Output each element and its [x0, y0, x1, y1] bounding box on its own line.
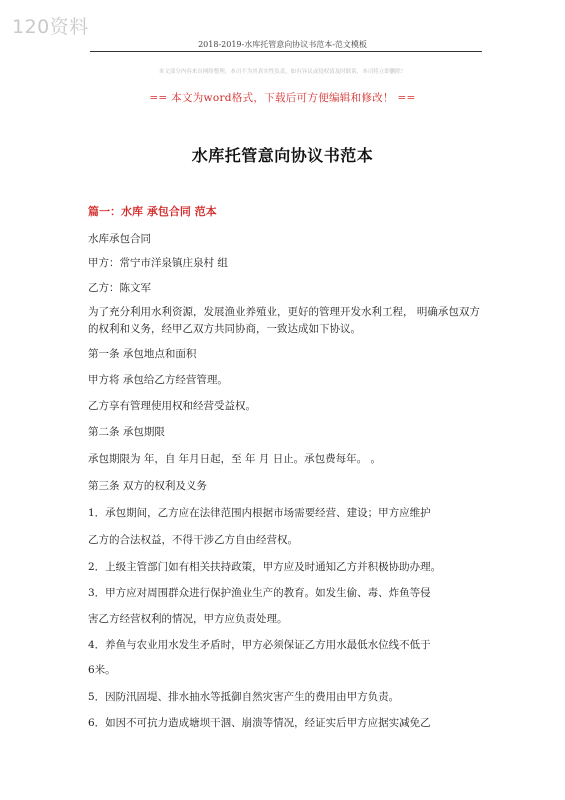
- paragraph: 甲方将 承包给乙方经营管理。: [88, 374, 228, 386]
- section-heading: 篇一：水库 承包合同 范本: [88, 205, 217, 218]
- paragraph: 2．上级主管部门如有相关扶持政策，甲方应及时通知乙方并积极协助办理。: [88, 561, 442, 573]
- document-title: 水库托管意向协议书范本: [191, 146, 374, 165]
- paragraph: 甲方：常宁市洋泉镇庄泉村 组: [88, 257, 228, 269]
- paragraph: 1．承包期间，乙方应在法律范围内根据市场需要经营、建设；甲方应维护: [88, 507, 431, 519]
- paragraph: 害乙方经营权利的情况，甲方应负责处理。: [88, 613, 288, 625]
- paragraph: 乙方享有管理使用权和经营受益权。: [88, 400, 256, 412]
- page-header: 2018-2019-水库托管意向协议书范本-范文模板: [198, 40, 367, 49]
- paragraph: 3．甲方应对周围群众进行保护渔业生产的教育。如发生偷、毒、炸鱼等侵: [88, 587, 431, 599]
- paragraph: 第三条 双方的权利及义务: [88, 480, 207, 492]
- paragraph: 第二条 承包期限: [88, 426, 165, 438]
- paragraph: 4．养鱼与农业用水发生矛盾时，甲方必须保证乙方用水最低水位线不低于: [88, 639, 431, 651]
- paragraph: 承包期限为 年，自 年月日起，至 年 月 日止。承包费每年。 。: [88, 453, 382, 465]
- paragraph: 乙方：陈文军: [88, 282, 151, 294]
- paragraph: 水库承包合同: [88, 233, 151, 245]
- paragraph: 第一条 承包地点和面积: [88, 348, 197, 360]
- paragraph: 为了充分利用水利资源，发展渔业养殖业，更好的管理开发水利工程， 明确承包双方的权利和义务，经甲乙双方共同协商，一致达成如下协议。: [88, 306, 480, 335]
- disclaimer-text: 本文部分内容来自网络整理，本司不为其真实性负责，如有异议或侵权请及时联系，本司将立即删除！: [158, 69, 407, 75]
- format-notice: == 本文为word格式，下载后可方便编辑和修改！ ==: [149, 92, 416, 104]
- paragraph: 6．如因不可抗力造成塘坝干涸、崩溃等情况，经证实后甲方应据实减免乙: [88, 717, 431, 729]
- paragraph: 乙方的合法权益，不得干涉乙方自由经营权。: [88, 534, 298, 546]
- watermark-logo: 120资料: [12, 16, 89, 38]
- paragraph: 6米。: [88, 664, 116, 676]
- paragraph: 5．因防汛固堤、排水抽水等抵御自然灾害产生的费用由甲方负责。: [88, 691, 400, 703]
- header-divider: [90, 51, 482, 52]
